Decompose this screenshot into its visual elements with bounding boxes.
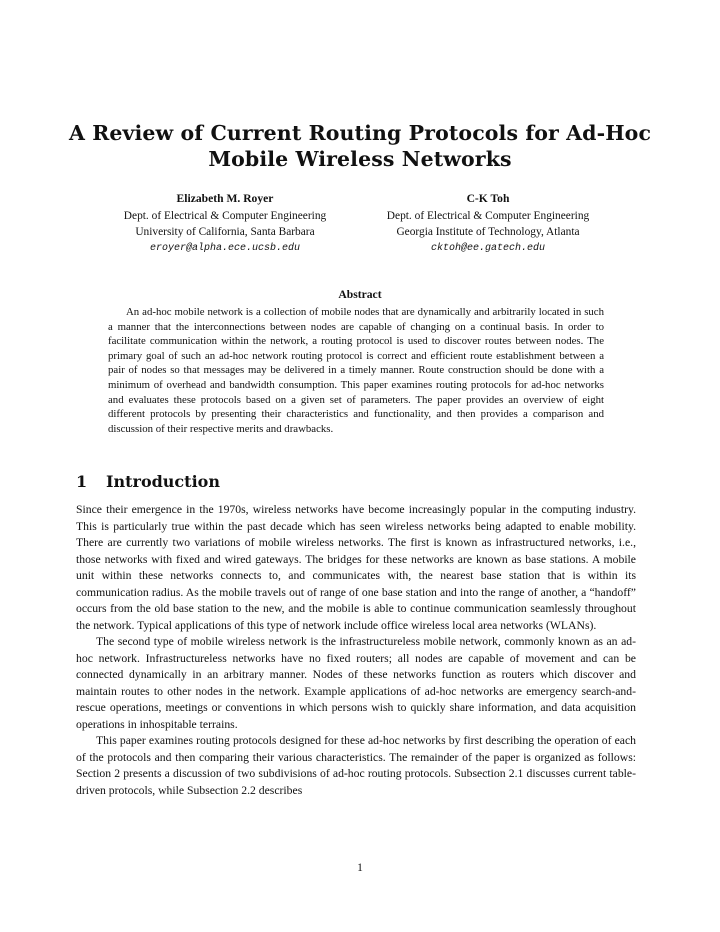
author-dept: Dept. of Electrical & Computer Engineering bbox=[386, 209, 590, 222]
paragraph: The second type of mobile wireless network is the infrastructureless mobile network, commonly known as an ad-hoc network. Infrastructureless networks have no fixed routers; all nodes are capable of movement and can be connected dynamically in an arbitrary manner. Nodes of these networks function as routers which discover and maintain routes to other nodes in the network. Example applications of ad-hoc networks are emergency search-and-rescue operations, meetings or conventions in which persons wish to quickly share information, and data acquisition operations in inhospitable terrains. bbox=[76, 635, 636, 731]
author-institution: University of California, Santa Barbara bbox=[135, 226, 315, 238]
page-number: 1 bbox=[357, 862, 363, 874]
introduction-body bbox=[76, 502, 636, 799]
section-heading-introduction bbox=[76, 472, 220, 491]
author-name: Elizabeth M. Royer bbox=[176, 192, 274, 205]
author-email: cktoh@ee.gatech.edu bbox=[430, 242, 546, 254]
abstract-heading: Abstract bbox=[338, 288, 382, 301]
author-name: C-K Toh bbox=[466, 192, 510, 205]
author-institution: Georgia Institute of Technology, Atlanta bbox=[396, 226, 580, 238]
author-email: eroyer@alpha.ece.ucsb.edu bbox=[149, 242, 301, 254]
author-block-toh bbox=[358, 191, 618, 257]
section-number: 1 bbox=[76, 472, 88, 491]
author-dept: Dept. of Electrical & Computer Engineering bbox=[123, 209, 327, 222]
paragraph: Since their emergence in the 1970s, wireless networks have become increasingly popular in the computing industry. This is particularly true within the past decade which has seen wireless networks being adapted to enable mobility. There are currently two variations of mobile wireless networks. The first is known as infrastructured networks, i.e., those networks with fixed and wired gateways. The bridges for these networks are known as base stations. A mobile unit within these networks connects to, and communicates with, the nearest base station that is within its communication radius. As the mobile travels out of range of one base station and into the range of another, a “handoff” occurs from the old base station to the new, and the mobile is able to continue communication seamlessly throughout the network. Typical applications of this type of network include office wireless local area networks (WLANs). bbox=[76, 503, 636, 632]
section-title: Introduction bbox=[106, 472, 220, 491]
paragraph: This paper examines routing protocols designed for these ad-hoc networks by first describing the operation of each of the protocols and then comparing their various characteristics. The remainder of the paper is organized as follows: Section 2 presents a discussion of two subdivisions of ad-hoc routing protocols. Subsection 2.1 discusses current table-driven protocols, while Subsection 2.2 describes bbox=[76, 734, 636, 797]
paper-title: A Review of Current Routing Protocols for Ad-Hoc Mobile Wireless Networks bbox=[68, 121, 652, 171]
abstract-text: An ad-hoc mobile network is a collection of mobile nodes that are dynamically and arbitrarily located in such a manner that the interconnections between nodes are capable of changing on a continual basis. In order to facilitate communication within the network, a routing protocol is used to discover routes between nodes. The primary goal of such an ad-hoc network routing protocol is correct and efficient route establishment between a pair of nodes so that messages may be delivered in a timely manner. Route construction should be done with a minimum of overhead and bandwidth consumption. This paper examines routing protocols for ad-hoc networks and evaluates these protocols based on a given set of parameters. The paper provides an overview of eight different protocols by presenting their characteristics and functionality, and then provides a comparison and discussion of their respective merits and drawbacks. bbox=[108, 306, 604, 435]
author-block-royer bbox=[95, 191, 355, 257]
